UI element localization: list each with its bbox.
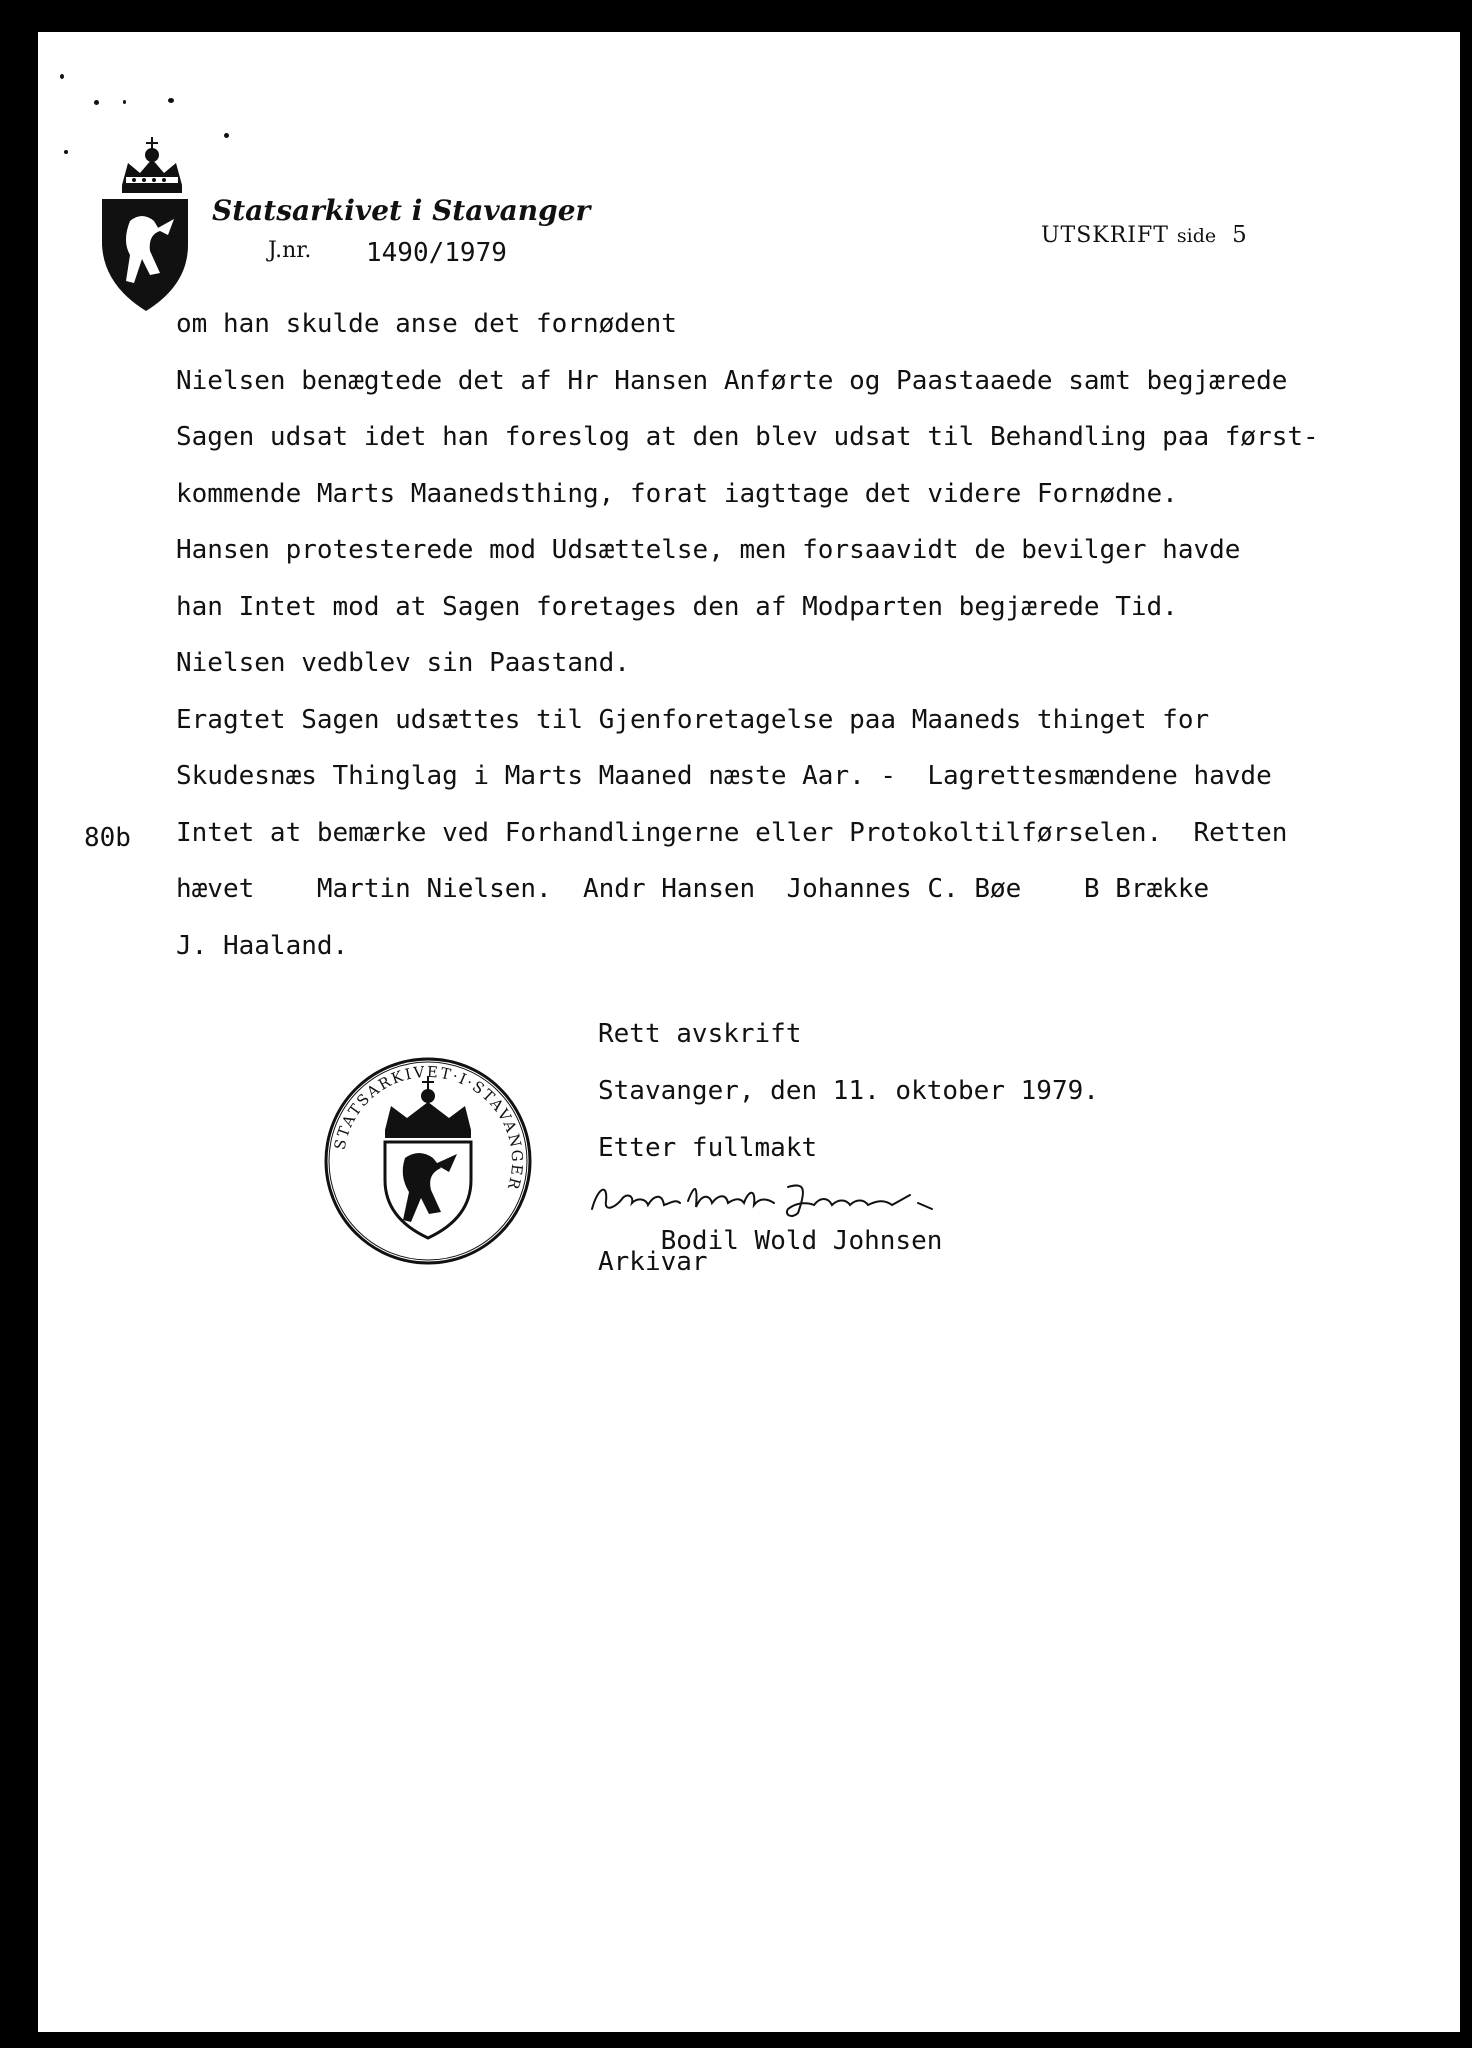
transcript-label: UTSKRIFT <box>1041 223 1169 248</box>
body-line: Eragtet Sagen udsættes til Gjenforetagelse paa Maaneds thinget for <box>176 704 1210 735</box>
signatory-title: Arkivar <box>598 1247 708 1277</box>
body-line: Nielsen vedblev sin Paastand. <box>176 648 630 678</box>
side-label: side <box>1176 225 1217 247</box>
body-line: J. Haaland. <box>176 930 349 961</box>
archive-name: Statsarkivet i Stavanger <box>212 194 591 227</box>
transcript-page-marker <box>1041 222 1247 248</box>
body-line: Sagen udsat idet han foreslog at den blev udsat til Behandling paa først- <box>176 422 1319 452</box>
scan-speck <box>168 98 174 103</box>
scan-speck <box>60 74 64 79</box>
body-line: kommende Marts Maanedsthing, forat iagttage det videre Fornødne. <box>176 478 1178 509</box>
archive-seal-stamp <box>323 1056 533 1266</box>
coat-of-arms-icon <box>100 135 192 315</box>
body-line: Intet at bemærke ved Forhandlingerne eller Protokoltilførselen. Retten <box>176 817 1288 848</box>
margin-page-note: 80b <box>84 823 131 853</box>
certification-block <box>598 1016 1099 1301</box>
seal-inscription: STATSARKIVET·I·STAVANGER <box>330 1062 527 1194</box>
certification-authority: Etter fullmakt <box>598 1133 818 1163</box>
page-number: 5 <box>1232 222 1247 248</box>
scan-speck <box>94 100 99 105</box>
body-line: han Intet mod at Sagen foretages den af Modparten begjærede Tid. <box>176 591 1178 622</box>
scan-speck <box>224 133 229 138</box>
journal-number-label: J.nr. <box>268 238 312 263</box>
journal-number: 1490/1979 <box>366 238 507 268</box>
signatory-name: Bodil Wold Johnsen <box>660 1226 943 1256</box>
scan-speck <box>64 150 68 154</box>
body-line: om han skulde anse det fornødent <box>176 309 677 339</box>
certification-place-date: Stavanger, den 11. oktober 1979. <box>598 1076 1099 1106</box>
signatory-line <box>598 1187 1099 1256</box>
transcript-body <box>176 306 1426 984</box>
scan-speck <box>123 100 126 104</box>
body-line: Nielsen benægtede det af Hr Hansen Anførte og Paastaaede samt begjærede <box>176 365 1288 396</box>
body-line: hævet Martin Nielsen. Andr Hansen Johannes C. Bøe B Brække <box>176 874 1210 904</box>
body-line: Hansen protesterede mod Udsættelse, men forsaavidt de bevilger havde <box>176 535 1241 565</box>
body-line: Skudesnæs Thinglag i Marts Maaned næste Aar. - Lagrettesmændene havde <box>176 761 1272 791</box>
certification-line: Rett avskrift <box>598 1019 802 1049</box>
handwritten-signature <box>588 1173 958 1223</box>
